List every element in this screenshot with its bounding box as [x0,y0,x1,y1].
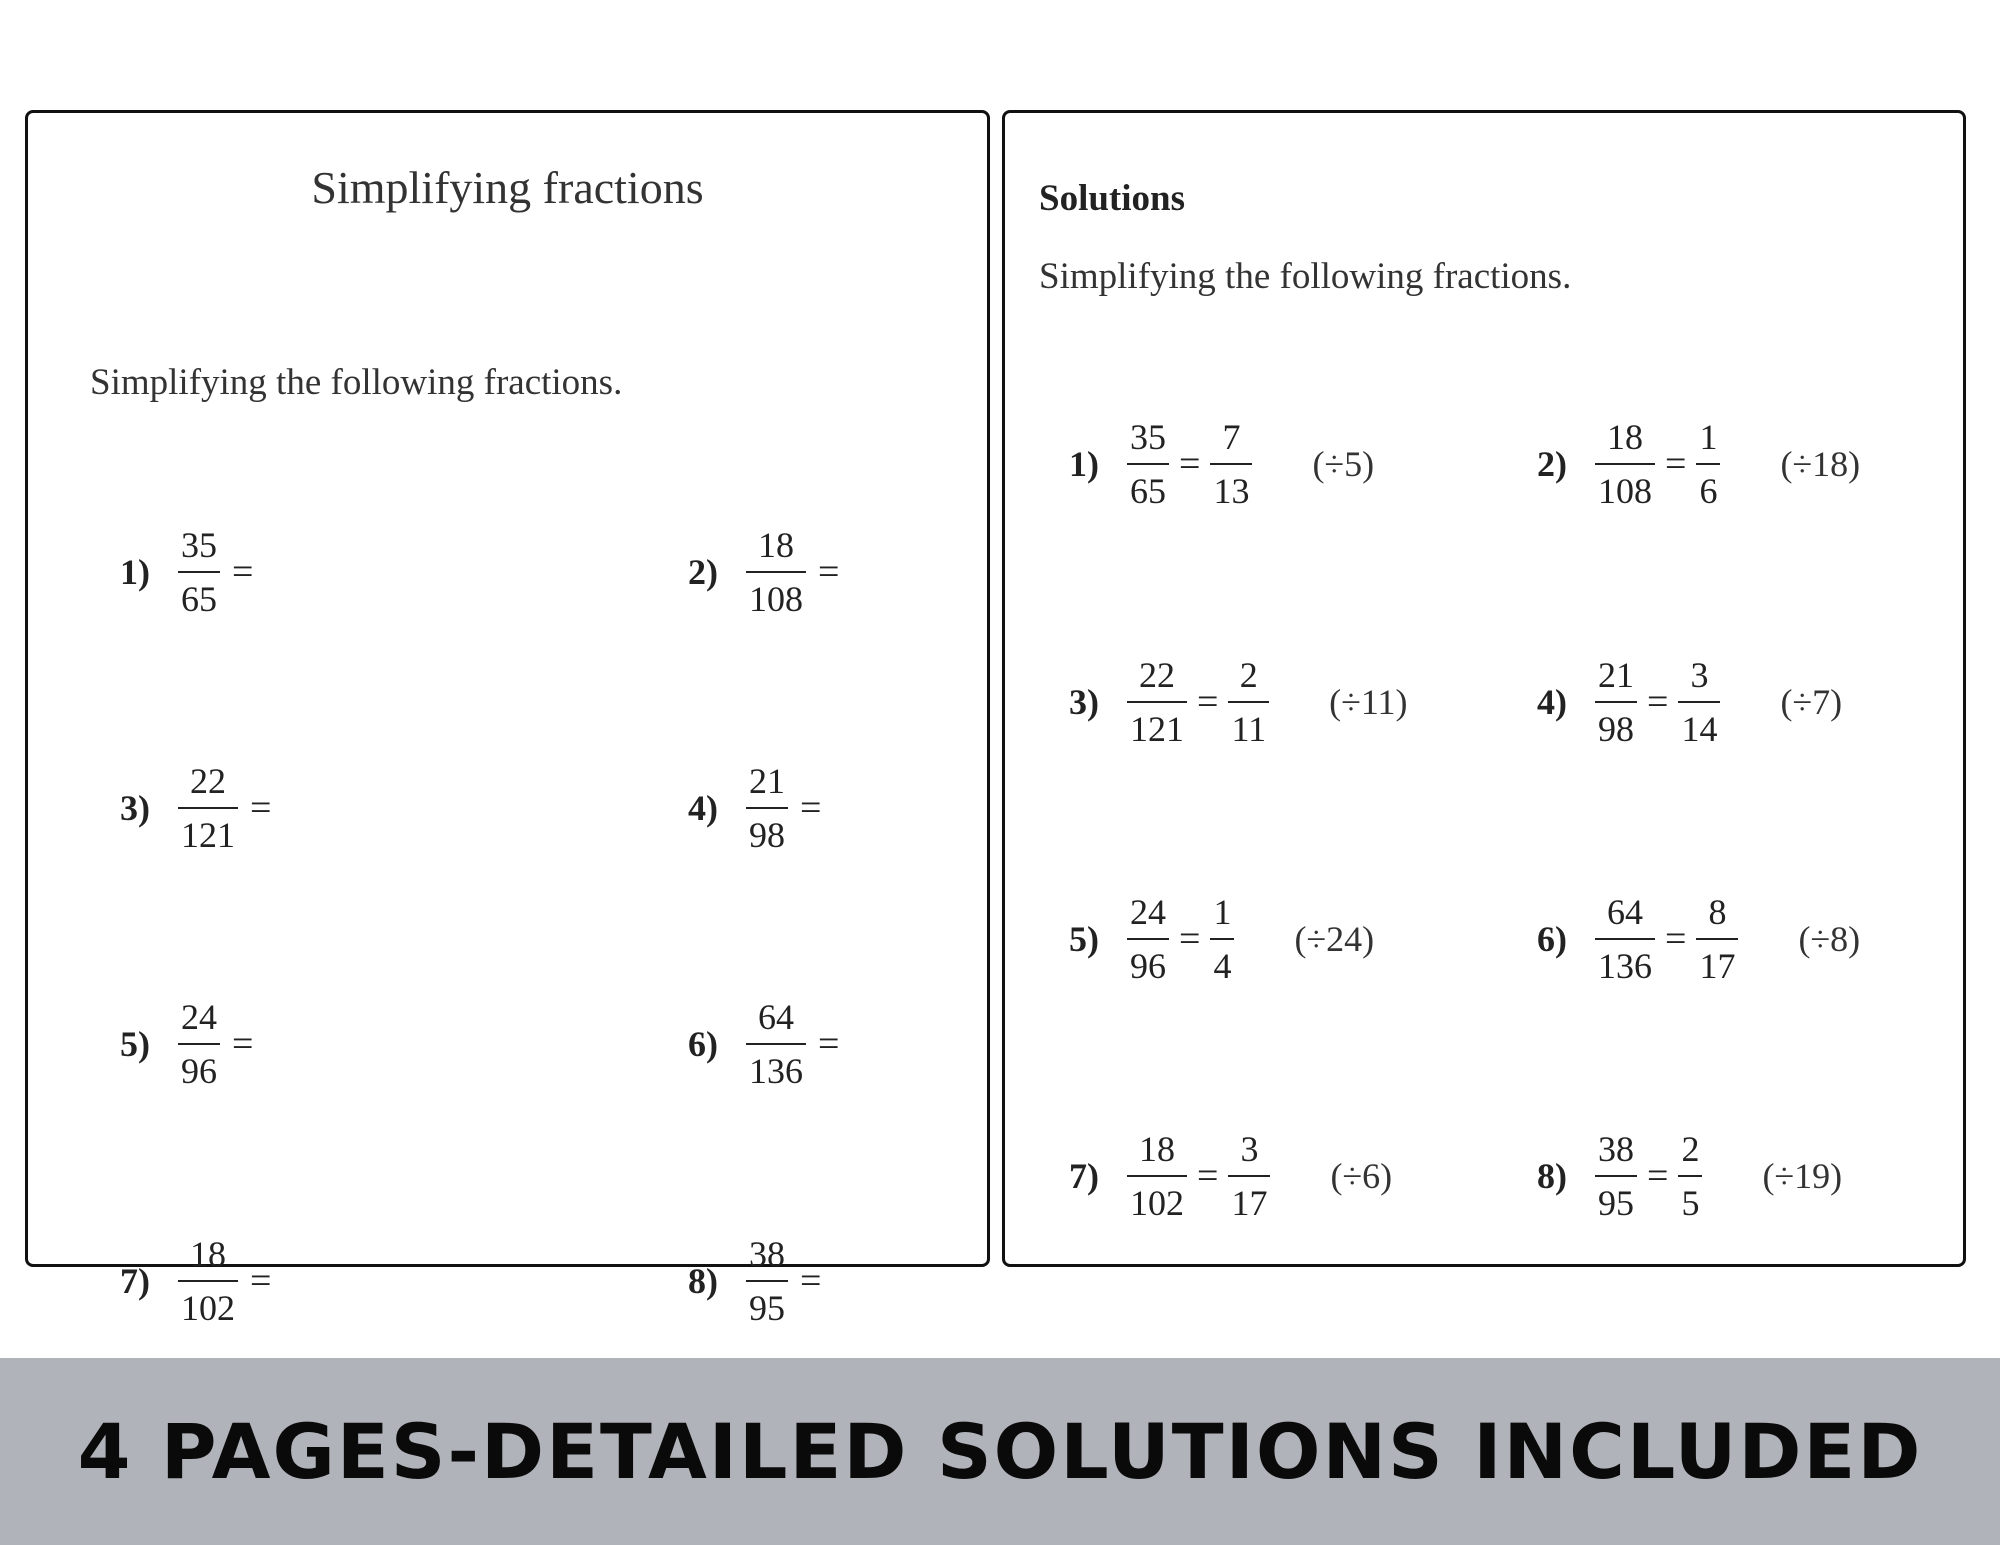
numerator: 2 [1239,655,1258,695]
numerator: 18 [1139,1129,1175,1169]
fraction [1595,1131,1637,1221]
equals-sign: = [1647,681,1669,723]
equals-sign: = [250,1260,272,1302]
denominator: 13 [1210,463,1252,509]
denominator: 102 [178,1280,238,1326]
problem-label: 4) [1537,682,1567,722]
numerator: 3 [1240,1129,1259,1169]
divisor-note: (÷6) [1330,1156,1393,1196]
problem-label: 6) [688,1024,718,1064]
denominator: 65 [1127,463,1169,509]
divisor-note: (÷18) [1780,444,1861,484]
fraction [178,1236,238,1326]
solutions-page [1002,110,1966,1267]
problem-7 [120,1236,283,1326]
equals-sign: = [1179,443,1201,485]
problem-label: 5) [1069,919,1099,959]
numerator: 38 [1598,1129,1634,1169]
solution-4 [1537,657,1842,747]
answer-fraction [1210,894,1234,984]
fraction [1127,1131,1187,1221]
worksheet-title: Simplifying fractions [311,162,704,213]
problem-label: 4) [688,788,718,828]
equals-sign: = [1665,443,1687,485]
answer-fraction [1228,657,1269,747]
numerator: 38 [749,1234,785,1274]
equals-sign: = [1197,681,1219,723]
problem-4 [688,763,833,853]
equals-sign: = [818,1023,840,1065]
denominator: 108 [1595,463,1655,509]
problem-label: 1) [120,552,150,592]
fraction [178,763,238,853]
problem-label: 7) [120,1261,150,1301]
denominator: 4 [1210,938,1234,984]
solution-5 [1069,894,1374,984]
problem-6 [688,999,851,1089]
solution-1 [1069,419,1374,509]
problem-8 [688,1236,833,1326]
equals-sign: = [1197,1155,1219,1197]
problem-label: 8) [1537,1156,1567,1196]
numerator: 1 [1213,892,1232,932]
divisor-note: (÷11) [1329,682,1408,722]
solutions-instruction: Simplifying the following fractions. [1039,256,1572,297]
numerator: 21 [1598,655,1634,695]
denominator: 11 [1228,701,1269,747]
solution-7 [1069,1131,1392,1221]
fraction [1595,894,1655,984]
solutions-heading: Solutions [1039,178,1186,219]
denominator: 17 [1696,938,1738,984]
denominator: 14 [1678,701,1720,747]
fraction [1595,657,1637,747]
fraction [746,527,806,617]
equals-sign: = [818,551,840,593]
problem-label: 3) [1069,682,1099,722]
numerator: 24 [181,997,217,1037]
numerator: 35 [1130,417,1166,457]
equals-sign: = [232,551,254,593]
divisor-note: (÷19) [1762,1156,1843,1196]
fraction [746,999,806,1089]
equals-sign: = [1647,1155,1669,1197]
denominator: 136 [1595,938,1655,984]
answer-fraction [1210,419,1252,509]
denominator: 121 [1127,701,1187,747]
denominator: 6 [1696,463,1720,509]
denominator: 96 [178,1043,220,1089]
numerator: 1 [1699,417,1718,457]
divisor-note: (÷7) [1780,682,1843,722]
denominator: 108 [746,571,806,617]
equals-sign: = [1665,918,1687,960]
problem-3 [120,763,283,853]
denominator: 95 [746,1280,788,1326]
denominator: 95 [1595,1175,1637,1221]
denominator: 98 [1595,701,1637,747]
problem-1 [120,527,265,617]
numerator: 35 [181,525,217,565]
problem-5 [120,999,265,1089]
numerator: 64 [1607,892,1643,932]
numerator: 22 [1139,655,1175,695]
numerator: 18 [1607,417,1643,457]
banner-text: 4 PAGES-DETAILED SOLUTIONS INCLUDED [77,1407,1923,1496]
problem-label: 2) [688,552,718,592]
solution-2 [1537,419,1860,509]
fraction [746,1236,788,1326]
numerator: 8 [1708,892,1727,932]
denominator: 96 [1127,938,1169,984]
numerator: 3 [1690,655,1709,695]
denominator: 17 [1228,1175,1270,1221]
problem-label: 5) [120,1024,150,1064]
fraction [746,763,788,853]
denominator: 65 [178,571,220,617]
answer-fraction [1228,1131,1270,1221]
equals-sign: = [1179,918,1201,960]
answer-fraction [1678,657,1720,747]
problem-2 [688,527,851,617]
problem-label: 1) [1069,444,1099,484]
fraction [178,999,220,1089]
denominator: 98 [746,807,788,853]
numerator: 64 [758,997,794,1037]
numerator: 18 [758,525,794,565]
promo-banner [0,1358,2000,1545]
problem-label: 8) [688,1261,718,1301]
equals-sign: = [800,787,822,829]
problem-label: 6) [1537,919,1567,959]
equals-sign: = [232,1023,254,1065]
equals-sign: = [250,787,272,829]
divisor-note: (÷8) [1798,919,1861,959]
solution-3 [1069,657,1408,747]
solution-8 [1537,1131,1842,1221]
fraction [178,527,220,617]
problem-label: 2) [1537,444,1567,484]
numerator: 21 [749,761,785,801]
numerator: 2 [1681,1129,1700,1169]
numerator: 24 [1130,892,1166,932]
numerator: 22 [190,761,226,801]
solution-6 [1537,894,1860,984]
fraction [1127,657,1187,747]
problem-label: 7) [1069,1156,1099,1196]
equals-sign: = [800,1260,822,1302]
divisor-note: (÷5) [1312,444,1375,484]
denominator: 102 [1127,1175,1187,1221]
denominator: 5 [1678,1175,1702,1221]
denominator: 136 [746,1043,806,1089]
worksheet-instruction: Simplifying the following fractions. [90,362,623,403]
worksheet-page [25,110,990,1328]
answer-fraction [1696,894,1738,984]
fraction [1127,894,1169,984]
problem-label: 3) [120,788,150,828]
numerator: 7 [1222,417,1241,457]
fraction [1595,419,1655,509]
numerator: 18 [190,1234,226,1274]
answer-fraction [1696,419,1720,509]
answer-fraction [1678,1131,1702,1221]
fraction [1127,419,1169,509]
denominator: 121 [178,807,238,853]
divisor-note: (÷24) [1294,919,1375,959]
